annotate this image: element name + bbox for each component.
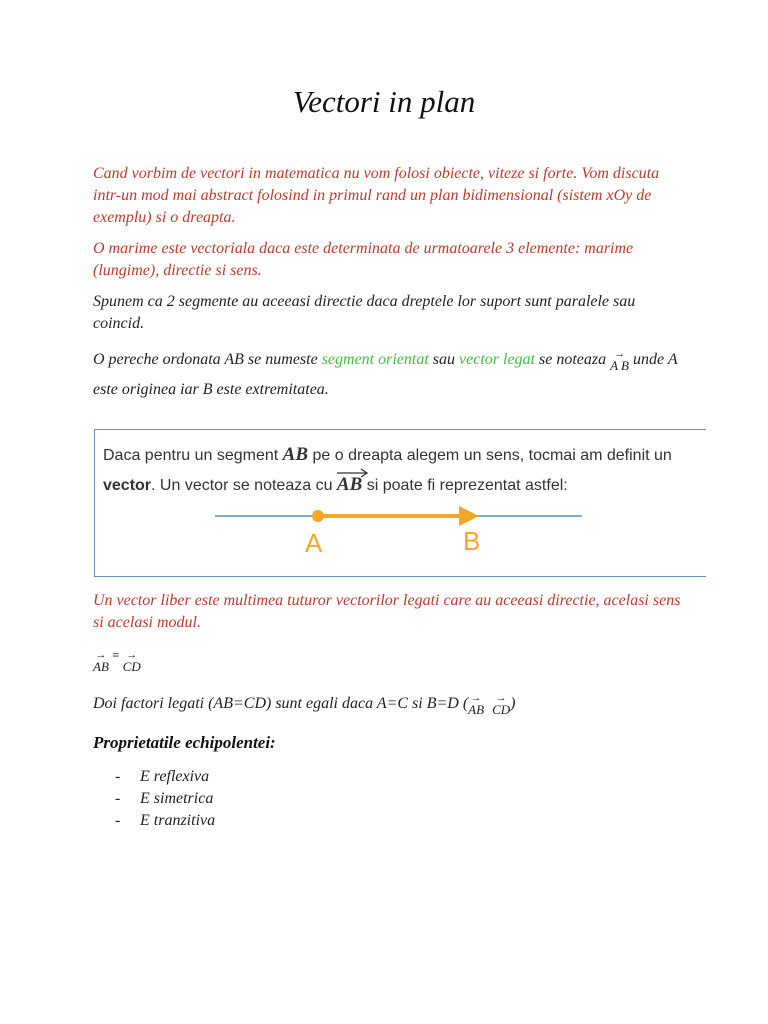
point-b-label: B	[463, 526, 481, 556]
equality-paragraph: Doi factori legati (AB=CD) sunt egali daca A=C si B=D ( → AB → CD)	[93, 692, 516, 717]
ordered-pair-paragraph	[93, 345, 683, 405]
properties-list	[93, 766, 215, 832]
ordered-pair-text-4: unde A este originea iar B este extremitatea.	[93, 351, 678, 398]
ordered-pair-text-2: sau	[428, 351, 460, 368]
callout-vector-ab: AB	[337, 474, 362, 496]
vector-arrow-icon: →	[95, 649, 107, 661]
list-item: - E simetrica	[93, 788, 215, 810]
callout-segment-ab: AB	[282, 444, 309, 465]
list-bullet: -	[115, 812, 121, 829]
direction-paragraph: Spunem ca 2 segmente au aceeasi directie daca dreptele lor suport sunt paralele sau coincid.	[93, 293, 636, 332]
vector-arrow-icon: →	[614, 348, 626, 360]
vector-ab: → AB	[468, 692, 485, 717]
callout-term-vector: vector	[103, 477, 152, 494]
vector-ab: → AB	[93, 649, 109, 674]
vector-arrow-icon: →	[470, 692, 482, 704]
vector-ab-notation: → A B	[610, 348, 629, 373]
vector-arrowhead-icon	[459, 506, 479, 526]
definition-paragraph: O marime este vectoriala daca este determinata de urmatoarele 3 elemente: marime (lungime), directie si sens.	[93, 240, 634, 279]
equipollence-formula	[93, 648, 141, 673]
list-bullet: -	[115, 790, 121, 807]
vector-arrow-icon: →	[495, 692, 507, 704]
vector-cd: → CD	[492, 692, 511, 717]
intro-paragraph: Cand vorbim de vectori in matematica nu vom folosi obiecte, viteze si forte. Vom discuta intr-un mod mai abstract folosind in primul rand un plan bidimensional (sistem xOy de exemplu) si o dreapta.	[93, 165, 660, 226]
list-item: - E reflexiva	[93, 766, 215, 788]
vector-cd: → CD	[122, 649, 141, 674]
term-segment-orientat: segment orientat	[321, 351, 429, 368]
vector-definition-callout	[94, 429, 706, 577]
list-bullet: -	[115, 768, 121, 785]
callout-line-1: Daca pentru un segment AB pe o dreapta alegem un sens, tocmai am definit un	[103, 444, 672, 465]
vector-arrow-icon	[336, 468, 370, 478]
ordered-pair-text-1: O pereche ordonata AB se numeste	[93, 351, 322, 368]
ordered-pair-text-3: se noteaza	[534, 351, 611, 368]
term-vector-legat: vector legat	[459, 351, 535, 368]
point-a-dot	[312, 510, 324, 522]
properties-heading: Proprietatile echipolentei:	[93, 733, 276, 752]
equivalence-symbol: ≡	[112, 648, 120, 662]
free-vector-paragraph: Un vector liber este multimea tuturor vectorilor legati care au aceeasi directie, acelasi sens si acelasi modul.	[93, 592, 681, 631]
vector-arrow-icon: →	[126, 649, 138, 661]
page-title: Vectori in plan	[292, 84, 476, 119]
list-item: - E tranzitiva	[93, 810, 215, 832]
vector-diagram	[95, 500, 705, 580]
callout-line-2: vector. Un vector se noteaza cu AB si poate fi reprezentat astfel:	[103, 474, 568, 496]
point-a-label: A	[305, 528, 323, 558]
